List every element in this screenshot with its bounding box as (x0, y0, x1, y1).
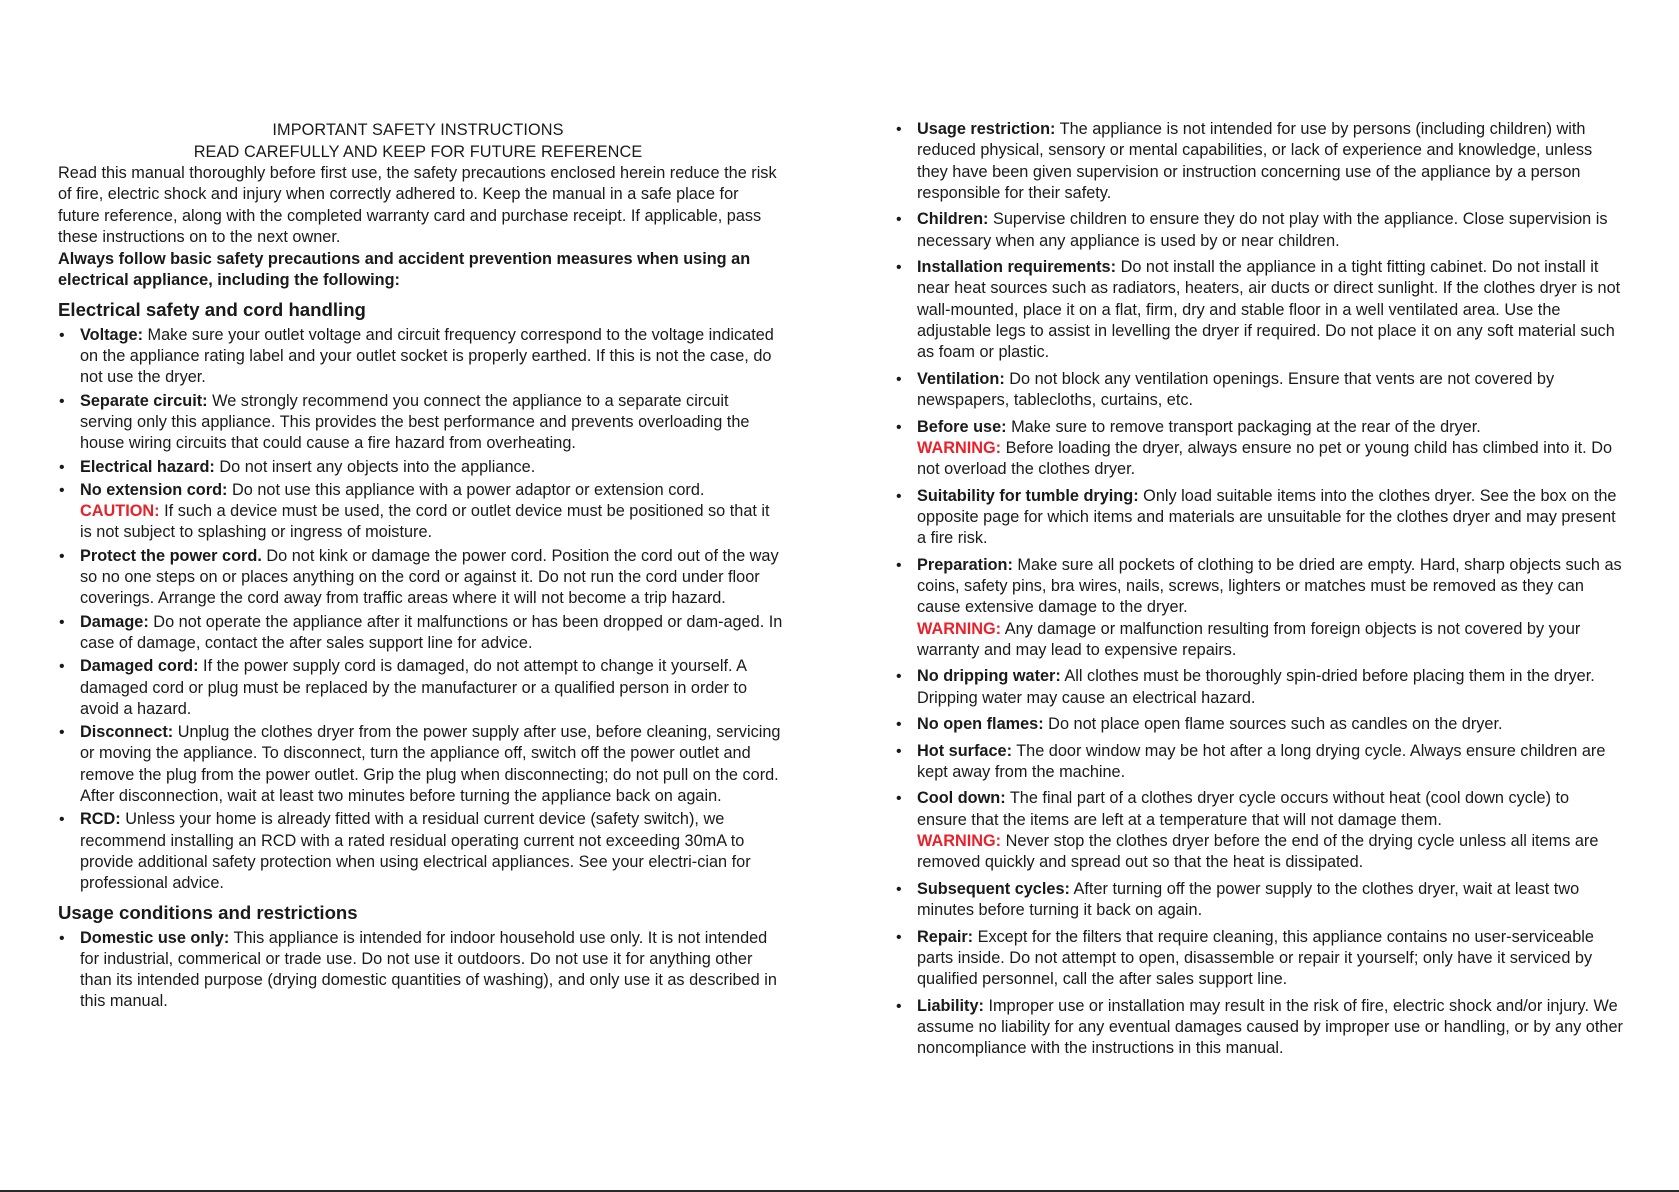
list-item (58, 457, 784, 478)
bullet-icon: • (896, 880, 902, 898)
item-term: RCD: (80, 810, 121, 829)
list-item (895, 555, 1623, 661)
bullet-icon: • (896, 370, 902, 388)
warning-label: WARNING: (917, 832, 1002, 851)
item-term: Electrical hazard: (80, 457, 215, 476)
list-item (58, 612, 784, 655)
bullet-icon: • (59, 724, 65, 742)
warning-label: WARNING: (917, 619, 1002, 638)
item-text: Do not operate the appliance after it malfunctions or has been dropped or dam-aged. In case of damage, contact the after sales support line for advice. (80, 612, 783, 652)
bullet-icon: • (59, 929, 65, 947)
bullet-icon: • (59, 326, 65, 344)
section-heading-usage-conditions: Usage conditions and restrictions (58, 901, 358, 923)
bullet-icon: • (59, 481, 65, 499)
item-term: Separate circuit: (80, 391, 208, 410)
item-term: Ventilation: (917, 369, 1005, 388)
list-item (895, 209, 1623, 252)
item-term: Protect the power cord. (80, 546, 262, 565)
item-text: Except for the filters that require cleaning, this appliance contains no user-serviceable parts inside. Do not attempt to open, disassemble or repair it yourself; only have it serviced by qualified personnel, call the after sales support line. (917, 927, 1594, 989)
item-text: Make sure to remove transport packaging at the rear of the dryer. (1006, 417, 1481, 436)
bullet-icon: • (896, 716, 902, 734)
item-term: Before use: (917, 417, 1007, 436)
list-item (895, 741, 1623, 784)
list-item (895, 119, 1623, 204)
item-term: Damaged cord: (80, 657, 199, 676)
bullet-icon: • (896, 668, 902, 686)
bullet-icon: • (896, 556, 902, 574)
warning-text: Never stop the clothes dryer before the end of the drying cycle unless all items are removed quickly and spread out so that the heat is dissipated. (917, 832, 1599, 872)
list-item (58, 391, 784, 455)
item-text: We strongly recommend you connect the appliance to a separate circuit serving only this appliance. This provides the best performance and prevents overloading the house wiring circuits that could cause a fire hazard from overheating. (80, 391, 750, 453)
item-term: Children: (917, 210, 989, 229)
bullet-icon: • (896, 418, 902, 436)
item-text: Do not block any ventilation openings. Ensure that vents are not covered by newspapers, tablecloths, curtains, etc. (917, 369, 1555, 410)
item-text: The final part of a clothes dryer cycle occurs without heat (cool down cycle) to ensure that the items are left at a temperature that will not damage them. (917, 789, 1570, 829)
item-text: Do not insert any objects into the appliance. (214, 457, 536, 476)
item-term: Installation requirements: (917, 258, 1117, 277)
usage-conditions-list (58, 928, 784, 1013)
list-item (895, 486, 1623, 550)
bullet-icon: • (59, 547, 65, 565)
right-page (895, 0, 1623, 1192)
item-text: Do not use this appliance with a power adaptor or extension cord. (227, 480, 705, 499)
item-text: The door window may be hot after a long drying cycle. Always ensure children are kept away from the machine. (917, 741, 1606, 781)
item-term: Repair: (917, 927, 974, 946)
item-text: All clothes must be thoroughly spin-dried before placing them in the dryer. Dripping water may cause an electrical hazard. (917, 667, 1595, 707)
item-term: No open flames: (917, 715, 1044, 734)
warning-label: WARNING: (917, 438, 1002, 457)
item-text: Make sure all pockets of clothing to be dried are empty. Hard, sharp objects such as coins, safety pins, bra wires, nails, screws, lighters or matches must be removed as they can cause extensive damage to the dryer. (917, 555, 1622, 617)
list-item (895, 714, 1623, 735)
bullet-icon: • (896, 259, 902, 277)
warning-text: Any damage or malfunction resulting from foreign objects is not covered by your warranty and may lead to expensive repairs. (917, 619, 1581, 659)
item-term: Voltage: (80, 325, 144, 344)
left-column (58, 119, 784, 1015)
item-text: Unplug the clothes dryer from the power supply after use, before cleaning, servicing or moving the appliance. To disconnect, turn the appliance off, switch off the power outlet and remove the plug from the power outlet. Grip the plug when disconnecting; do not pull on the cord. After disconnection, wait at least two minutes before turning the appliance back on again. (80, 723, 781, 806)
item-term: Disconnect: (80, 723, 174, 742)
list-item (58, 928, 784, 1013)
item-text: Supervise children to ensure they do not play with the appliance. Close supervision is necessary when any appliance is used by or near children. (917, 210, 1608, 250)
warning-label: CAUTION: (80, 502, 160, 521)
item-term: Usage restriction: (917, 120, 1056, 138)
list-item (58, 656, 784, 720)
item-term: Damage: (80, 612, 149, 631)
bullet-icon: • (59, 458, 65, 476)
list-item (895, 879, 1623, 922)
intro-bold-paragraph: Always follow basic safety precautions and accident prevention measures when using an electrical appliance, including the following: (58, 250, 751, 290)
list-item (58, 809, 784, 894)
item-term: Suitability for tumble drying: (917, 486, 1139, 505)
list-item (895, 369, 1623, 412)
item-term: Domestic use only: (80, 928, 230, 947)
bullet-icon: • (896, 928, 902, 946)
intro-paragraph: Read this manual thoroughly before first use, the safety precautions enclosed herein reduce the risk of fire, electric shock and injury when correctly adhered to. Keep the manual in a safe place for future reference, along with the completed warranty card and purchase receipt. If applicable, pass these instructions on to the next owner. (58, 164, 777, 246)
electrical-safety-list (58, 325, 784, 895)
bullet-icon: • (896, 742, 902, 760)
item-text: Unless your home is already fitted with a residual current device (safety switch), we recommend installing an RCD with a rated residual operating current not exceeding 30mA to provide additional safety protection when using electrical appliances. See your electri-cian for professional advice. (80, 810, 751, 893)
list-item (895, 417, 1623, 481)
item-text: Do not install the appliance in a tight fitting cabinet. Do not install it near heat sources such as radiators, heaters, air ducts or direct sunlight. If the clothes dryer is not wall-mounted, place it on a flat, firm, dry and stable floor in a well ventilated area. Use the adjustable legs to assist in levelling the dryer if required. Do not place it on any soft material such as foam or plastic. (917, 258, 1621, 362)
document-subtitle: READ CAREFULLY AND KEEP FOR FUTURE REFERENCE (193, 143, 643, 161)
bullet-icon: • (896, 211, 902, 229)
bullet-icon: • (896, 487, 902, 505)
warning-text: If such a device must be used, the cord or outlet device must be positioned so that it is not subject to splashing or ingress of moisture. (80, 502, 770, 542)
item-term: Subsequent cycles: (917, 879, 1070, 898)
bullet-icon: • (896, 121, 902, 138)
warning-text: Before loading the dryer, always ensure no pet or young child has climbed into it. Do not overload the clothes dryer. (917, 438, 1613, 479)
bullet-icon: • (59, 811, 65, 829)
usage-restrictions-list (895, 119, 1623, 1060)
list-item (895, 927, 1623, 991)
list-item (895, 257, 1623, 363)
item-text: Do not kink or damage the power cord. Position the cord out of the way so no one steps on or places anything on the cord or against it. Do not run the cord under floor coverings. Arrange the cord away from traffic areas where it will not become a trip hazard. (80, 546, 779, 608)
item-term: Hot surface: (917, 741, 1012, 760)
bullet-icon: • (59, 658, 65, 676)
item-text: This appliance is intended for indoor household use only. It is not intended for industrial, commerical or trade use. Do not use it outdoors. Do not use it for anything other than its intended purpose (drying domestic quantities of washing), and only use it as described in this manual. (80, 928, 777, 1011)
item-term: Cool down: (917, 789, 1006, 808)
item-text: Make sure your outlet voltage and circuit frequency correspond to the voltage indicated on the appliance rating label and your outlet socket is properly earthed. If this is not the case, do not use the dryer. (80, 325, 774, 387)
item-text: After turning off the power supply to the clothes dryer, wait at least two minutes before turning it back on again. (917, 879, 1580, 920)
section-heading-electrical-safety: Electrical safety and cord handling (58, 298, 366, 320)
bullet-icon: • (59, 392, 65, 410)
left-page (58, 0, 784, 1192)
item-text: Only load suitable items into the clothes dryer. See the box on the opposite page for which items and materials are unsuitable for the clothes dryer and may present a fire risk. (917, 486, 1617, 548)
bullet-icon: • (896, 997, 902, 1015)
item-term: Preparation: (917, 555, 1013, 574)
bullet-icon: • (896, 790, 902, 808)
right-column (895, 119, 1623, 1065)
item-term: No dripping water: (917, 667, 1061, 686)
item-text: Improper use or installation may result in the risk of fire, electric shock and/or injury. We assume no liability for any eventual damages caused by improper use or handling, or by any other noncompliance with the instructions in this manual. (917, 996, 1623, 1058)
item-text: If the power supply cord is damaged, do not attempt to change it yourself. A damaged cord or plug must be replaced by the manufacturer or a qualified person in order to avoid a hazard. (80, 657, 748, 718)
list-item (895, 788, 1623, 873)
list-item (58, 480, 784, 544)
document-title: IMPORTANT SAFETY INSTRUCTIONS (272, 121, 564, 139)
item-text: Do not place open flame sources such as candles on the dryer. (1043, 715, 1503, 734)
list-item (58, 325, 784, 389)
list-item (895, 666, 1623, 709)
list-item (58, 546, 784, 610)
item-term: Liability: (917, 996, 984, 1015)
list-item (895, 996, 1623, 1060)
item-term: No extension cord: (80, 480, 228, 499)
item-text: The appliance is not intended for use by persons (including children) with reduced physical, sensory or mental capabilities, or lack of experience and knowledge, unless they have been given supervision or instruction concerning use of the appliance by a person responsible for their safety. (917, 120, 1593, 202)
bullet-icon: • (59, 613, 65, 631)
list-item (58, 722, 784, 807)
